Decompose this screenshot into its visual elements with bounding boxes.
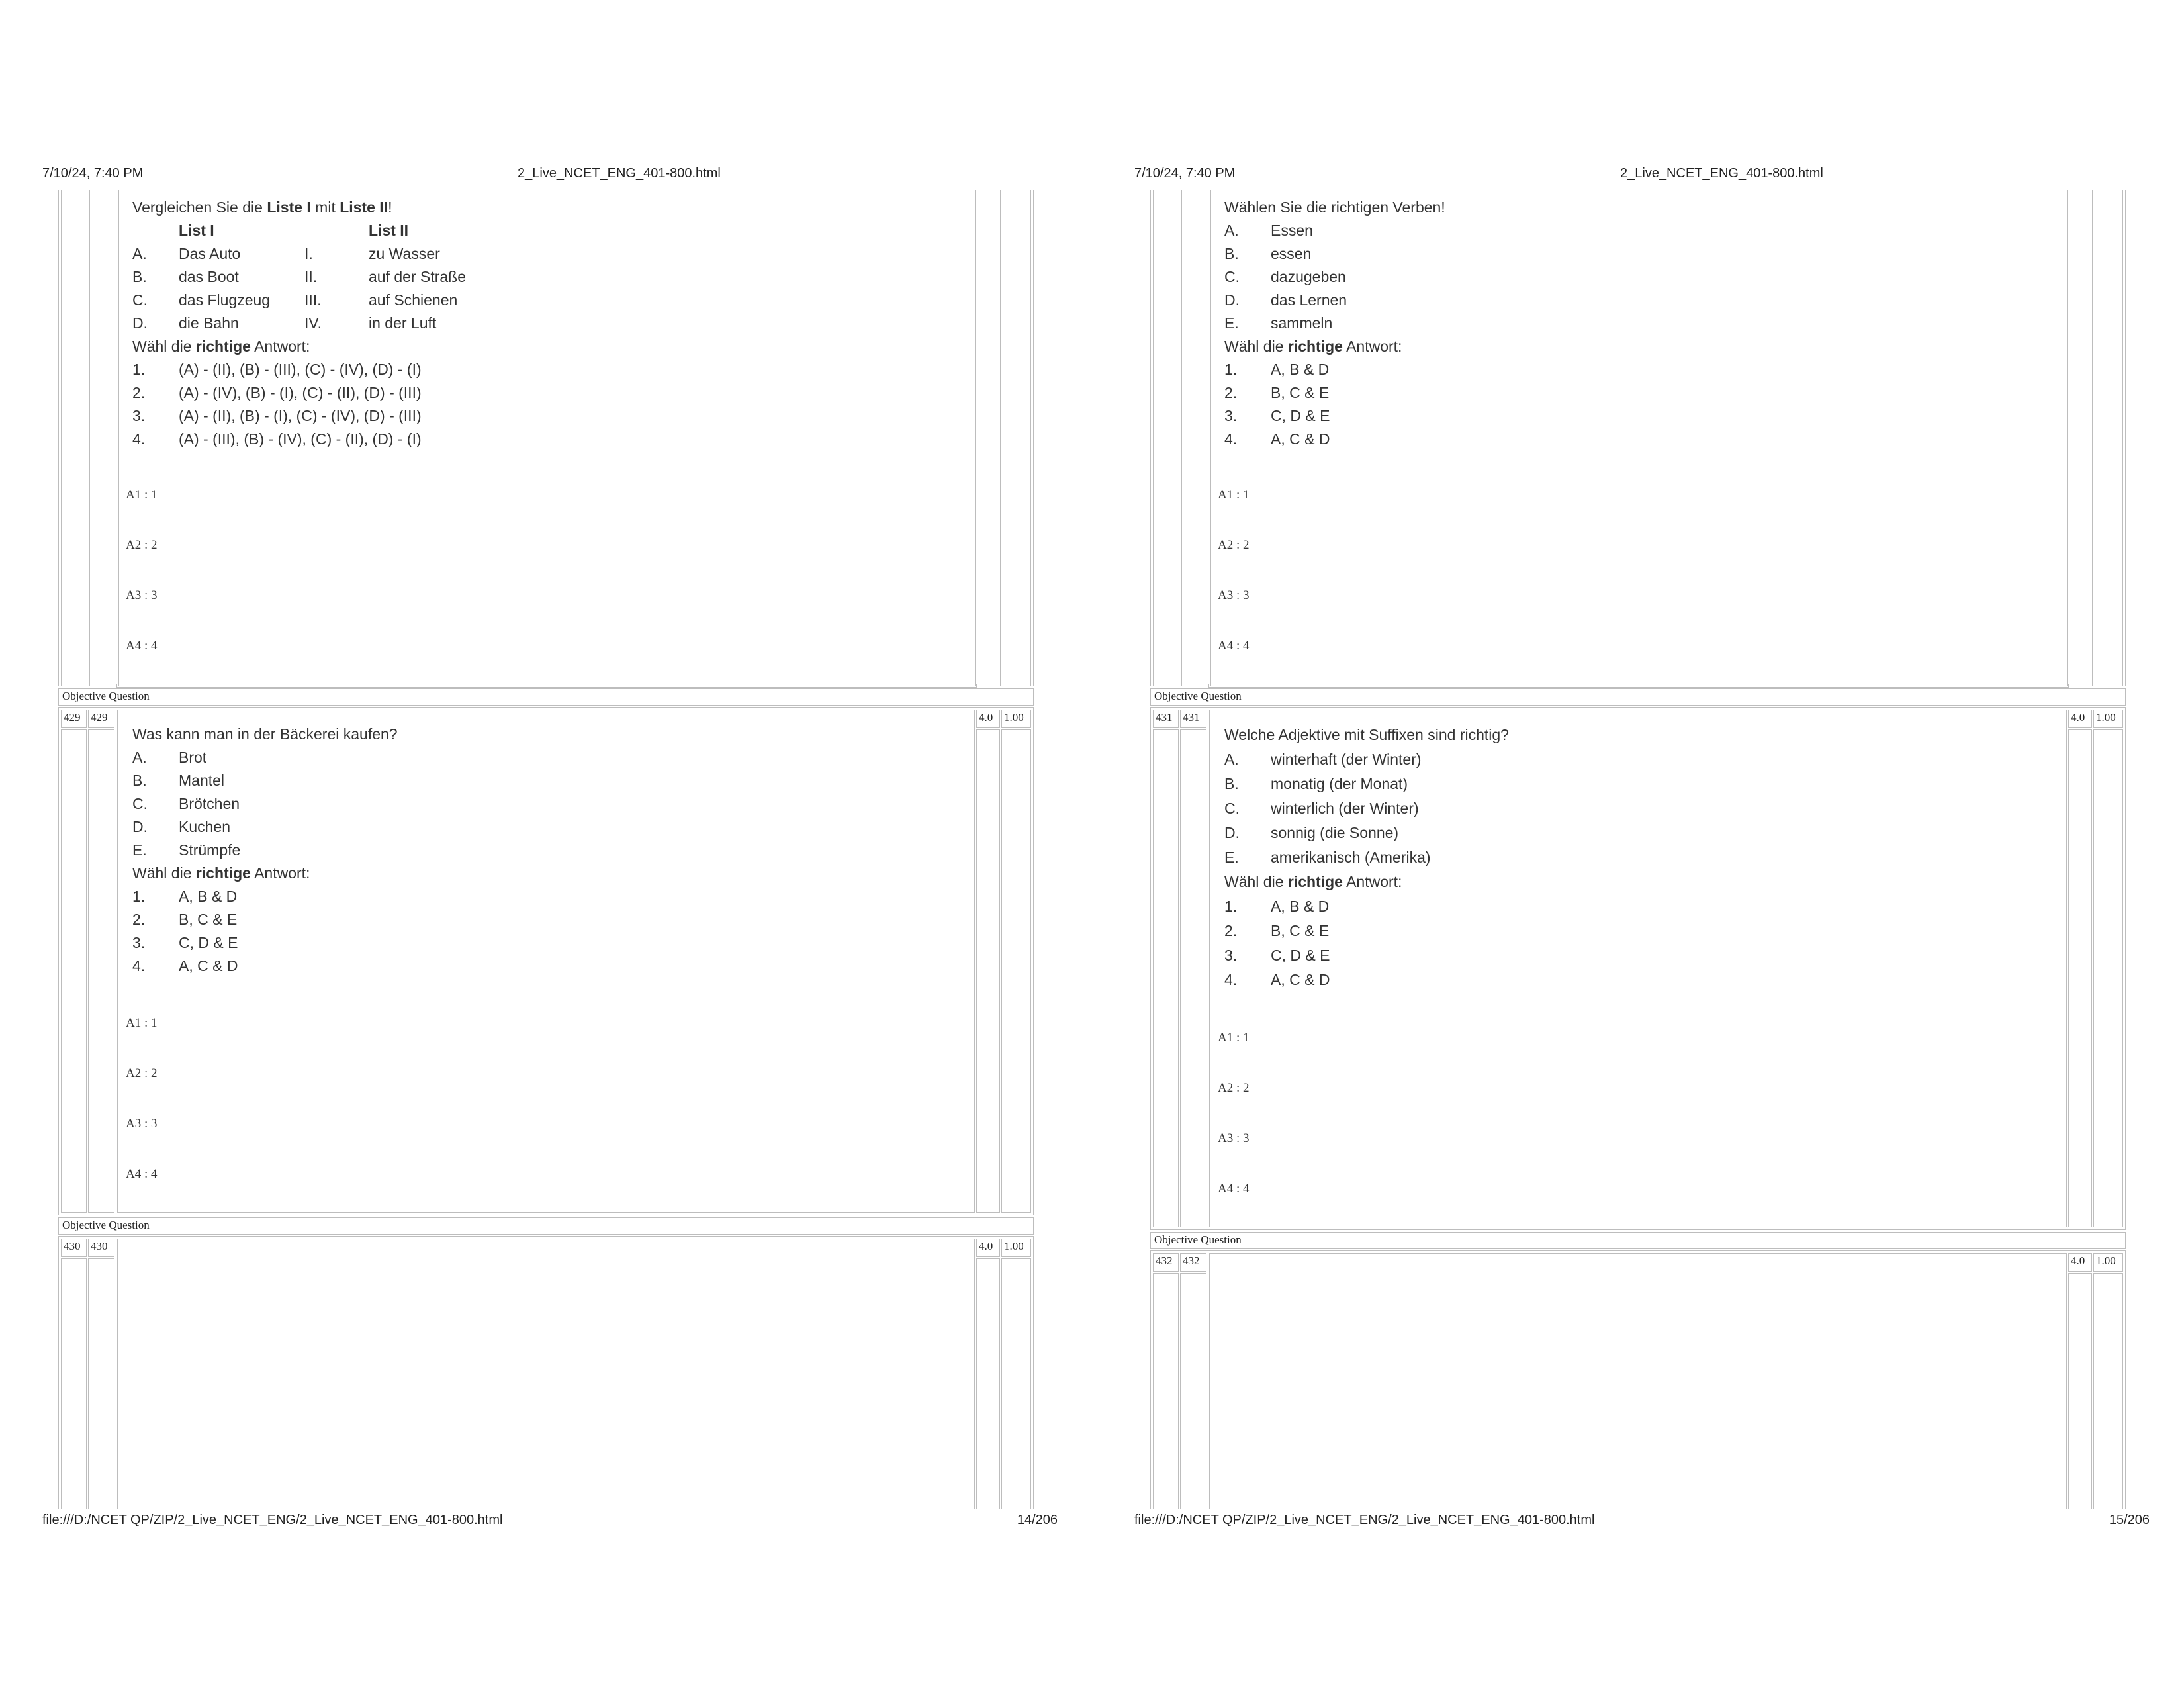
text-span: 1. <box>132 361 146 378</box>
question-text <box>132 196 501 219</box>
text-span: A, C & D <box>179 957 238 974</box>
match-row <box>132 265 501 289</box>
text-span: Antwort: <box>250 338 310 355</box>
text-span: 3. <box>132 934 146 951</box>
question-id: 432 <box>1153 1253 1179 1272</box>
text-span: monatig (der Monat) <box>1271 775 1408 792</box>
answer-choice <box>132 885 398 908</box>
question-sno: 431 <box>1180 710 1206 728</box>
text-span: 2. <box>1224 922 1238 939</box>
marks-cell: 4.0 <box>976 1239 1000 1257</box>
text-span: C, D & E <box>1271 407 1330 424</box>
choose-instruction <box>1224 870 1509 894</box>
answer-options <box>1218 488 1250 689</box>
text-span: das Lernen <box>1271 291 1347 308</box>
choose-instruction <box>132 335 501 358</box>
answer-choice <box>1224 428 1445 451</box>
text-span: auf Schienen <box>369 291 458 308</box>
frame-line <box>975 190 976 686</box>
text-span: Wähl die <box>132 865 196 882</box>
frame-line <box>58 190 59 686</box>
id-column <box>61 1258 87 1509</box>
answer-choice <box>132 955 398 978</box>
choose-instruction <box>132 862 398 885</box>
text-span: B, C & E <box>179 911 238 928</box>
frame-line <box>1150 190 1151 686</box>
question-body-cell <box>1209 1253 2067 1509</box>
alt-option: A2 : 2 <box>126 1066 158 1080</box>
question-type-bar <box>58 688 1034 706</box>
text-span: A, B & D <box>179 888 238 905</box>
option-row <box>1224 265 1445 289</box>
answer-choice <box>132 931 398 955</box>
text-span: A, B & D <box>1271 361 1330 378</box>
question-text: Wählen Sie die richtigen Verben! <box>1224 199 1445 216</box>
question-id: 430 <box>61 1239 87 1257</box>
text-span: B. <box>132 772 147 789</box>
text-span: mit <box>310 199 340 216</box>
question-type-bar <box>58 1217 1034 1235</box>
neg-column <box>1001 1258 1031 1509</box>
text-span: C. <box>1224 800 1240 817</box>
choose-instruction <box>1224 335 1445 358</box>
text-span: richtige <box>1287 338 1343 355</box>
text-span: richtige <box>195 865 251 882</box>
text-span: A, C & D <box>1271 430 1330 447</box>
frame-line <box>1030 190 1031 686</box>
option-row <box>1224 312 1445 335</box>
negative-marks-cell: 1.00 <box>1001 1239 1031 1257</box>
text-span: 4. <box>1224 971 1238 988</box>
marks-column <box>2068 729 2092 1227</box>
question-type-label: Objective Question <box>1154 690 1242 702</box>
answer-choice <box>132 428 501 451</box>
text-span: 3. <box>1224 947 1238 964</box>
frame-line <box>1033 190 1034 686</box>
option-row <box>132 792 398 816</box>
text-span: Liste I <box>267 199 311 216</box>
text-span: IV. <box>304 314 322 332</box>
text-span: 1. <box>132 888 146 905</box>
frame-line <box>2125 190 2126 686</box>
question-type-label: Objective Question <box>62 690 150 702</box>
alt-option: A2 : 2 <box>126 538 158 552</box>
alt-option: A3 : 3 <box>126 1117 158 1131</box>
frame-line <box>89 190 90 686</box>
footer-page-number: 15/206 <box>2109 1513 2150 1527</box>
alt-option: A4 : 4 <box>126 639 158 653</box>
frame-bottom <box>116 684 977 688</box>
text-span: Wähl die <box>1224 873 1288 890</box>
text-span: sonnig (die Sonne) <box>1271 824 1399 841</box>
text-span: essen <box>1271 245 1312 262</box>
text-span: Essen <box>1271 222 1313 239</box>
neg-column <box>2093 729 2123 1227</box>
alt-option: A4 : 4 <box>126 1167 158 1181</box>
text-span: richtige <box>1287 873 1343 890</box>
text-span: 2. <box>1224 384 1238 401</box>
question-431 <box>1224 723 1509 992</box>
frame-line <box>1153 190 1154 686</box>
text-span: das Flugzeug <box>179 291 271 308</box>
text-span: B, C & E <box>1271 384 1330 401</box>
option-row <box>132 769 398 792</box>
text-span: C. <box>1224 268 1240 285</box>
alt-option: A1 : 1 <box>126 1016 158 1030</box>
question-sno: 430 <box>88 1239 114 1257</box>
marks-cell: 4.0 <box>2068 710 2092 728</box>
marks-column <box>976 1258 1000 1509</box>
text-span: D. <box>1224 291 1240 308</box>
text-span: E. <box>132 841 147 859</box>
text-span: (A) - (III), (B) - (IV), (C) - (II), (D) - (I) <box>179 430 422 447</box>
text-span: richtige <box>195 338 251 355</box>
answer-choice <box>132 358 501 381</box>
frame-line <box>61 190 62 686</box>
answer-choice <box>132 404 501 428</box>
text-span: Wähl die <box>1224 338 1288 355</box>
id-column <box>61 729 87 1213</box>
answer-choice <box>1224 943 1509 968</box>
option-row <box>132 816 398 839</box>
text-span: winterhaft (der Winter) <box>1271 751 1422 768</box>
text-span: E. <box>1224 314 1239 332</box>
option-row <box>1224 242 1445 265</box>
text-span: Vergleichen Sie die <box>132 199 267 216</box>
text-span: Kuchen <box>179 818 231 835</box>
text-span: 4. <box>132 430 146 447</box>
list-headers <box>132 219 501 242</box>
answer-choice <box>1224 358 1445 381</box>
text-span: C, D & E <box>179 934 238 951</box>
text-span: List II <box>369 222 409 239</box>
sno-column <box>88 1258 114 1509</box>
header-filename: 2_Live_NCET_ENG_401-800.html <box>1620 166 1823 181</box>
text-span: amerikanisch (Amerika) <box>1271 849 1431 866</box>
text-span: (A) - (II), (B) - (I), (C) - (IV), (D) - (III) <box>179 407 422 424</box>
sno-column <box>88 729 114 1213</box>
text-span: C. <box>132 291 148 308</box>
negative-marks-cell: 1.00 <box>2093 710 2123 728</box>
text-span: (A) - (IV), (B) - (I), (C) - (II), (D) - (III) <box>179 384 422 401</box>
alt-option: A3 : 3 <box>1218 1131 1250 1145</box>
option-row <box>132 839 398 862</box>
text-span: Brot <box>179 749 207 766</box>
id-column <box>1153 729 1179 1227</box>
text-span: 4. <box>132 957 146 974</box>
negative-marks-cell: 1.00 <box>2093 1253 2123 1272</box>
text-span: 2. <box>132 911 146 928</box>
text-span: sammeln <box>1271 314 1333 332</box>
marks-column <box>976 729 1000 1213</box>
question-text: Was kann man in der Bäckerei kaufen? <box>132 726 398 743</box>
alt-option: A1 : 1 <box>1218 1031 1250 1045</box>
text-span: das Boot <box>179 268 239 285</box>
alt-option: A1 : 1 <box>126 488 158 502</box>
question-id: 431 <box>1153 710 1179 728</box>
alt-option: A4 : 4 <box>1218 639 1250 653</box>
text-span: 1. <box>1224 361 1238 378</box>
text-span: B, C & E <box>1271 922 1330 939</box>
question-text: Welche Adjektive mit Suffixen sind richtig? <box>1224 726 1509 743</box>
negative-marks-cell: 1.00 <box>1001 710 1031 728</box>
footer-path: file:///D:/NCET QP/ZIP/2_Live_NCET_ENG/2_Live_NCET_ENG_401-800.html <box>1134 1513 1595 1527</box>
option-row <box>1224 772 1509 796</box>
frame-line <box>118 190 119 686</box>
text-span: zu Wasser <box>369 245 440 262</box>
neg-column <box>1001 729 1031 1213</box>
frame-bottom <box>1208 684 2069 688</box>
marks-cell: 4.0 <box>2068 1253 2092 1272</box>
question-429 <box>132 723 398 978</box>
alt-option: A2 : 2 <box>1218 1081 1250 1095</box>
text-span: Das Auto <box>179 245 241 262</box>
text-span: C, D & E <box>1271 947 1330 964</box>
id-column <box>1153 1273 1179 1509</box>
frame-line <box>1210 190 1211 686</box>
answer-choice <box>132 908 398 931</box>
answer-options <box>1218 1031 1250 1232</box>
marks-column <box>2068 1273 2092 1509</box>
marks-cell: 4.0 <box>976 710 1000 728</box>
option-row <box>1224 796 1509 821</box>
header-date: 7/10/24, 7:40 PM <box>42 166 144 181</box>
option-row <box>1224 845 1509 870</box>
header-date: 7/10/24, 7:40 PM <box>1134 166 1236 181</box>
text-span: List I <box>179 222 214 239</box>
text-span: A, B & D <box>1271 898 1330 915</box>
text-span: A, C & D <box>1271 971 1330 988</box>
frame-line <box>2067 190 2068 686</box>
page-15 <box>1092 0 2184 1688</box>
question-type-bar <box>1150 688 2126 706</box>
text-span: II. <box>304 268 318 285</box>
text-span: auf der Straße <box>369 268 467 285</box>
option-row <box>1224 821 1509 845</box>
question-type-label: Objective Question <box>62 1219 150 1231</box>
text-span: Antwort: <box>1342 338 1402 355</box>
match-row <box>132 242 501 265</box>
answer-options <box>126 1016 158 1217</box>
text-span: in der Luft <box>369 314 437 332</box>
option-row <box>132 746 398 769</box>
sno-column <box>1180 729 1206 1227</box>
alt-option: A3 : 3 <box>126 588 158 602</box>
text-span: 3. <box>132 407 146 424</box>
alt-option: A1 : 1 <box>1218 488 1250 502</box>
frame-line <box>1181 190 1182 686</box>
text-span: die Bahn <box>179 314 239 332</box>
text-span: E. <box>1224 849 1239 866</box>
answer-options <box>126 488 158 689</box>
option-row <box>1224 219 1445 242</box>
text-span: winterlich (der Winter) <box>1271 800 1419 817</box>
text-span: A. <box>1224 751 1239 768</box>
answer-choice <box>1224 968 1509 992</box>
text-span: Antwort: <box>250 865 310 882</box>
text-span: Antwort: <box>1342 873 1402 890</box>
text-span: B. <box>1224 245 1239 262</box>
text-span: C. <box>132 795 148 812</box>
text-span: B. <box>1224 775 1239 792</box>
alt-option: A4 : 4 <box>1218 1182 1250 1196</box>
answer-choice <box>1224 404 1445 428</box>
header-filename: 2_Live_NCET_ENG_401-800.html <box>518 166 721 181</box>
match-row <box>132 312 501 335</box>
alt-option: A3 : 3 <box>1218 588 1250 602</box>
text-span: A. <box>132 245 147 262</box>
answer-choice <box>132 381 501 404</box>
text-span: B. <box>132 268 147 285</box>
text-span: Wähl die <box>132 338 196 355</box>
question-id: 429 <box>61 710 87 728</box>
frame-line <box>1000 190 1001 686</box>
text-span: D. <box>1224 824 1240 841</box>
text-span: A. <box>132 749 147 766</box>
text-span: I. <box>304 245 313 262</box>
text-span: 3. <box>1224 407 1238 424</box>
text-span: Brötchen <box>179 795 240 812</box>
question-matching <box>132 196 501 451</box>
answer-choice <box>1224 381 1445 404</box>
text-span: (A) - (II), (B) - (III), (C) - (IV), (D) - (I) <box>179 361 422 378</box>
text-span: 4. <box>1224 430 1238 447</box>
question-sno: 432 <box>1180 1253 1206 1272</box>
frame-line <box>2122 190 2123 686</box>
footer-path: file:///D:/NCET QP/ZIP/2_Live_NCET_ENG/2_Live_NCET_ENG_401-800.html <box>42 1513 503 1527</box>
footer-page-number: 14/206 <box>1017 1513 1058 1527</box>
text-span: 1. <box>1224 898 1238 915</box>
question-body-cell <box>117 1239 975 1509</box>
match-row <box>132 289 501 312</box>
answer-choice <box>1224 919 1509 943</box>
frame-line <box>2092 190 2093 686</box>
text-span: D. <box>132 314 148 332</box>
text-span: ! <box>388 199 392 216</box>
question-type-label: Objective Question <box>1154 1233 1242 1246</box>
text-span: D. <box>132 818 148 835</box>
sno-column <box>1180 1273 1206 1509</box>
answer-choice <box>1224 894 1509 919</box>
text-span: Mantel <box>179 772 225 789</box>
neg-column <box>2093 1273 2123 1509</box>
question-sno: 429 <box>88 710 114 728</box>
option-row <box>1224 747 1509 772</box>
text-span: Strümpfe <box>179 841 241 859</box>
text-span: III. <box>304 291 322 308</box>
text-span: 2. <box>132 384 146 401</box>
text-span: A. <box>1224 222 1239 239</box>
question-type-bar <box>1150 1232 2126 1249</box>
text-span: Liste II <box>340 199 388 216</box>
alt-option: A2 : 2 <box>1218 538 1250 552</box>
option-row <box>1224 289 1445 312</box>
text-span: dazugeben <box>1271 268 1346 285</box>
question-verbs <box>1224 196 1445 451</box>
